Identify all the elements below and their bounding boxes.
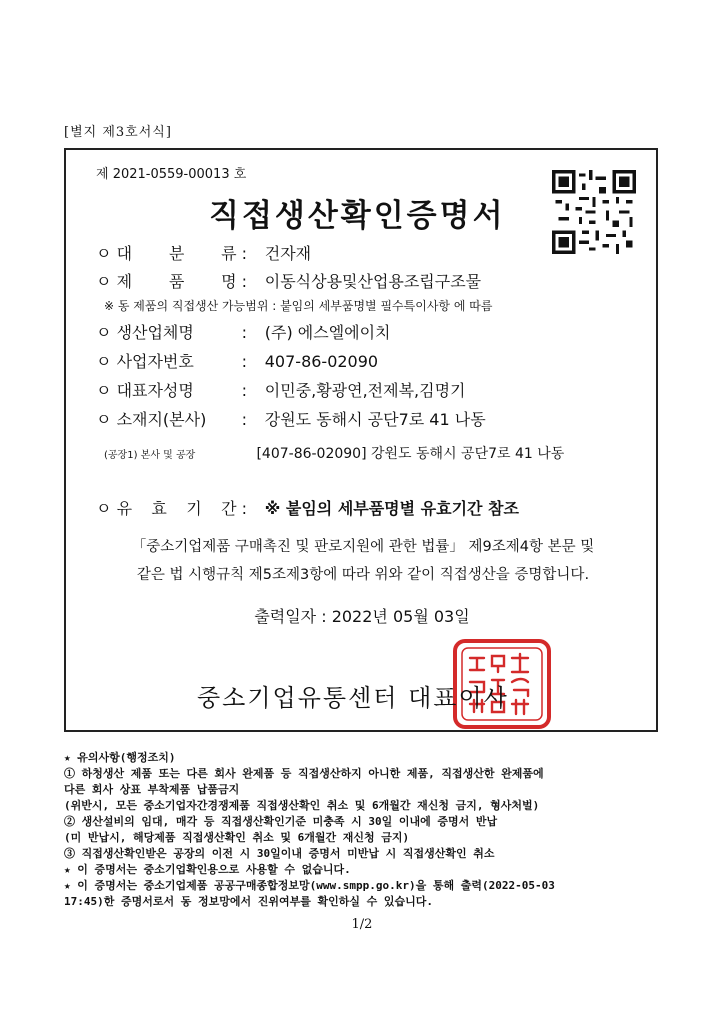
field-label: 제 품 명	[116, 272, 237, 291]
certificate-number: 제 2021-0559-00013 호	[96, 167, 247, 182]
field-row-category: ㅇ 대 분 류 : 건자재	[96, 241, 311, 264]
note-line: ★ 유의사항(행정조치)	[64, 751, 176, 764]
qr-code-icon	[552, 170, 636, 254]
bullet: ㅇ	[96, 323, 112, 342]
field-label: 대표자성명	[116, 381, 194, 400]
field-value: (주) 에스엘에이치	[264, 323, 391, 342]
field-row-company: ㅇ 생산업체명 : (주) 에스엘에이치	[96, 320, 391, 343]
document-title: 직접생산확인증명서	[209, 198, 506, 234]
factory-row	[104, 443, 564, 463]
field-row-representative: ㅇ 대표자성명 : 이민중,황광연,전제복,김명기	[96, 378, 465, 401]
issuer-name: 중소기업유통센터 대표이사	[197, 684, 509, 712]
bullet: ㅇ	[96, 352, 112, 371]
field-row-business-no: ㅇ 사업자번호 : 407-86-02090	[96, 349, 378, 372]
factory-label: (공장1) 본사 및 공장	[104, 450, 196, 461]
issue-date: 출력일자 : 2022년 05월 03일	[254, 607, 470, 626]
note-line: ★ 이 증명서는 중소기업확인용으로 사용할 수 없습니다.	[64, 863, 351, 876]
legal-text-line-1: 「중소기업제품 구매촉진 및 판로지원에 관한 법률」 제9조제4항 본문 및	[131, 539, 595, 555]
field-value: 강원도 동해시 공단7로 41 나동	[264, 410, 486, 429]
form-label: [별지 제3호서식]	[64, 125, 172, 140]
field-row-product: ㅇ 제 품 명 : 이동식상용및산업용조립구조물	[96, 269, 481, 292]
note-line: 17:45)한 증명서로서 동 정보망에서 진위여부를 확인하실 수 있습니다.	[64, 895, 433, 908]
notes-section	[64, 750, 664, 910]
field-label: 유 효 기 간	[116, 499, 237, 518]
note-line: ① 하청생산 제품 또는 다른 회사 완제품 등 직접생산하지 아니한 제품, 직접생산한 완제품에	[64, 767, 544, 780]
page-number: 1/2	[351, 917, 373, 932]
field-value: 407-86-02090	[264, 352, 379, 371]
field-label: 소재지(본사)	[116, 410, 207, 429]
bullet: ㅇ	[96, 410, 112, 429]
legal-text-line-2: 같은 법 시행규칙 제5조제3항에 따라 위와 같이 직접생산을 증명합니다.	[136, 567, 590, 583]
field-value: 이민중,황광연,전제복,김명기	[264, 381, 466, 400]
field-label: 사업자번호	[116, 352, 194, 371]
note-line: (미 반납시, 해당제품 직접생산확인 취소 및 6개월간 재신청 금지)	[64, 831, 410, 844]
note-line: 다른 회사 상표 부착제품 납품금지	[64, 783, 240, 796]
note-line: ② 생산설비의 임대, 매각 등 직접생산확인기준 미충족 시 30일 이내에 증명서 반납	[64, 815, 498, 828]
field-value: 이동식상용및산업용조립구조물	[264, 272, 482, 291]
bullet: ㅇ	[96, 499, 112, 518]
note-line: ③ 직접생산확인받은 공장의 이전 시 30일이내 증명서 미반납 시 직접생산확인 취소	[64, 847, 495, 860]
bullet: ㅇ	[96, 244, 112, 263]
field-label: 대 분 류	[116, 244, 237, 263]
field-value: 건자재	[264, 244, 312, 263]
field-label: 생산업체명	[116, 323, 194, 342]
field-value: ※ 붙임의 세부품명별 유효기간 참조	[264, 499, 519, 518]
note-line: ★ 이 증명서는 중소기업제품 공공구매종합정보망(www.smpp.go.kr)을 통해 출력(2022-05-03	[64, 879, 555, 892]
note-line: (위반시, 모든 중소기업자간경쟁제품 직접생산확인 취소 및 6개월간 재신청 금지, 형사처벌)	[64, 799, 540, 812]
field-row-validity: ㅇ 유 효 기 간 : ※ 붙임의 세부품명별 유효기간 참조	[96, 496, 519, 519]
bullet: ㅇ	[96, 381, 112, 400]
scope-note: ※ 동 제품의 직접생산 가능범위 : 붙임의 세부품명별 필수특이사항 에 따름	[104, 299, 493, 313]
bullet: ㅇ	[96, 272, 112, 291]
factory-value: [407-86-02090] 강원도 동해시 공단7로 41 나동	[256, 446, 565, 462]
field-row-address: ㅇ 소재지(본사) : 강원도 동해시 공단7로 41 나동	[96, 407, 486, 430]
